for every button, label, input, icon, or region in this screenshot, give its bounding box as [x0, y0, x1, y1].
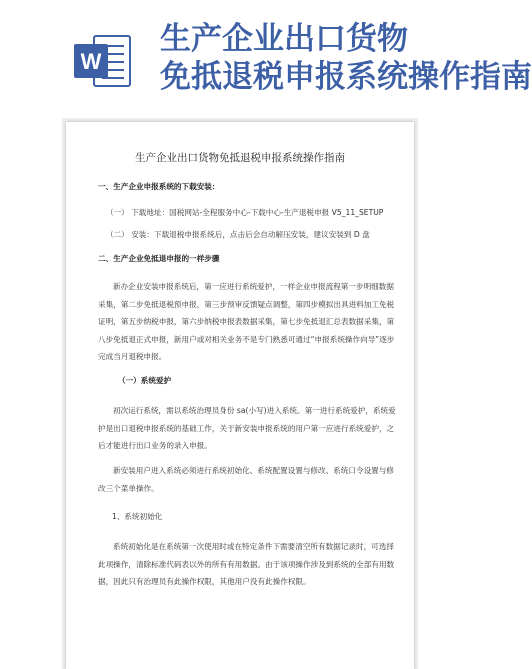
- section2-heading: 二、生产企业免抵退申报的一样步骤: [98, 254, 220, 263]
- subsection2-paragraph: 系统初始化是在系统第一次使用时或在特定条件下需要清空所有数据记录时，可选择此项操作，清除标准代码表以外的所有有用数据。由于该项操作涉及到系统的全部有用数据，因此只有治理员有此操作权限，其他用户没有此操作权限。: [98, 542, 395, 586]
- section1-item-1: （一） 下载地址：国税网站-全程服务中心-下载中心-生产退税申报 V5_11_SETUP: [106, 208, 384, 217]
- section2-paragraph: 新办企业安装申报系统后，第一应进行系统爱护，一样企业申报流程第一步明细数据采集，第二步免抵退税预申报，第三步预审反馈疑点调整，第四步模拟出具进料加工免税证明，第五步纳税申报，第六步纳税申报表数据采集，第七步免抵退汇总表数据采集，第八步免抵退正式申报，新用户或对相关业务不是专门熟悉可通过“申报系统操作向导”逐步完成当月退税申报。: [98, 282, 395, 361]
- svg-text:W: W: [80, 49, 102, 74]
- subsection1-paragraph: 初次运行系统，需以系统治理员身份 sa(小写)进入系统。第一进行系统爱护，系统爱护是出口退税申报系统的基础工作，关于新安装申报系统的用户第一应进行系统爱护，之后才能进行出口业务的录入申报。: [98, 406, 396, 450]
- word-document-icon: [72, 30, 134, 92]
- page-title: 生产企业出口货物免抵退税申报系统操作指南: [135, 152, 345, 164]
- subsection1-paragraph-2: 新安装用户进入系统必须进行系统初始化、系统配置设置与修改、系统口令设置与修改三个菜单操作。: [98, 466, 394, 493]
- document-header: [0, 0, 532, 118]
- document-title-banner: [160, 20, 532, 96]
- subsection2-heading: 1、系统初始化: [112, 512, 163, 521]
- subsection1-heading: （一）系统爱护: [118, 376, 172, 385]
- title-line-1: 生产企业出口货物: [160, 21, 408, 57]
- section1-item-2: （二） 安装：下载退税申报系统后，点击后会自动解压安装，建议安装到 D 盘: [106, 230, 370, 239]
- section1-heading: 一、生产企业申报系统的下载安装：: [98, 182, 220, 191]
- title-line-2: 免抵退税申报系统操作指南: [160, 59, 532, 95]
- document-page: [66, 122, 414, 669]
